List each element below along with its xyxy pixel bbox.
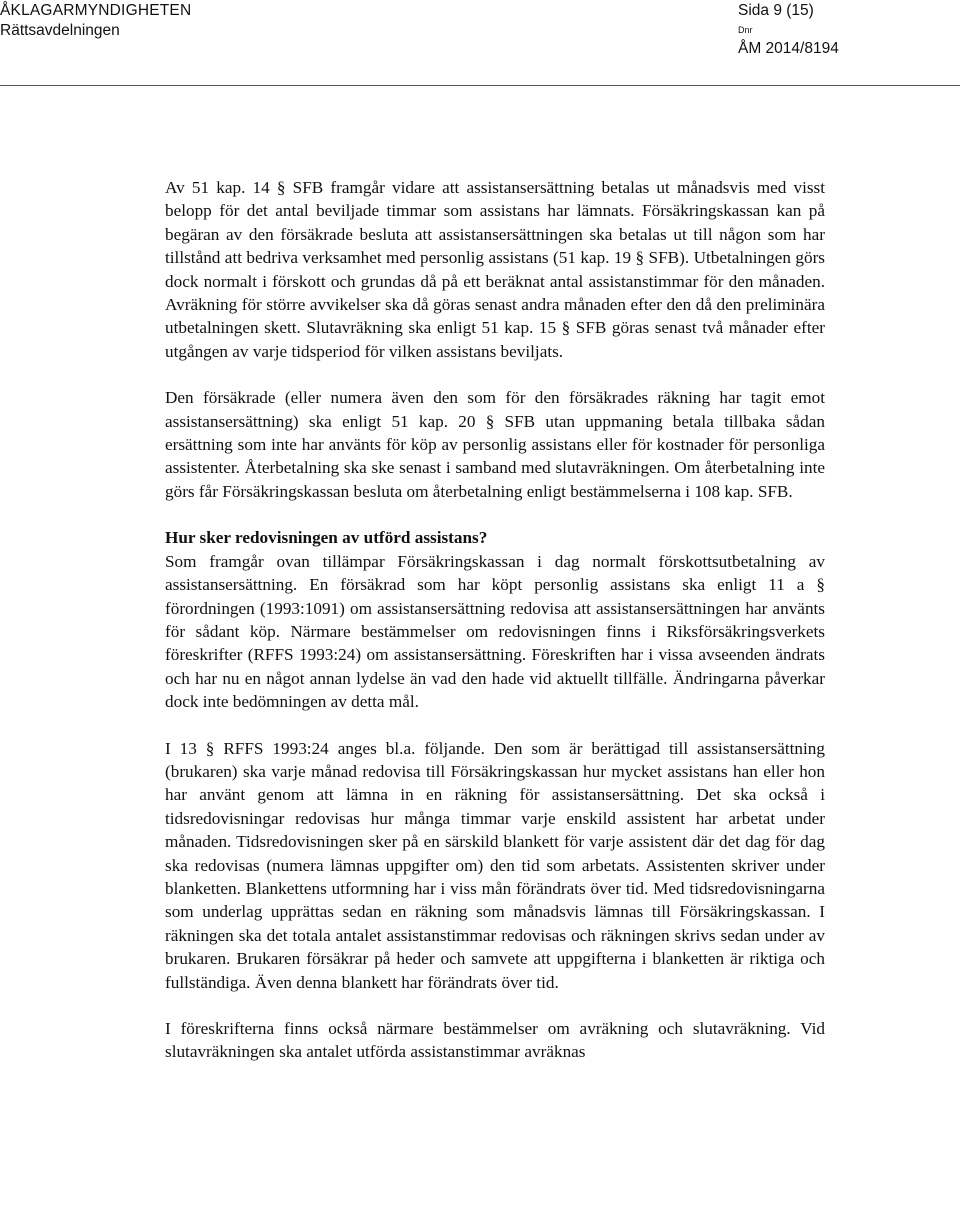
header-divider [0,85,960,86]
dnr-value: ÅM 2014/8194 [738,40,839,57]
paragraph-1: Av 51 kap. 14 § SFB framgår vidare att assistansersättning betalas ut månadsvis med visst belopp för det antal beviljade timmar som assistans har lämnats. Försäkringskassan kan på begäran av den försäkrade besluta att assistansersättningen ska betalas ut till någon som har tillstånd att bedriva verksamhet med personlig assistans (51 kap. 19 § SFB). Utbetalningen görs dock normalt i förskott och grundas då på ett beräknat antal assistanstimmar för den månaden. Avräkning för större avvikelser ska då göras senast andra månaden efter den då den preliminära utbetalningen skett. Slutavräkning ska enligt 51 kap. 15 § SFB göras senast två månader efter utgången av varje tidsperiod för vilken assistans beviljats. [165,178,825,361]
document-body [165,176,825,1064]
page-header [0,0,960,90]
section-heading: Hur sker redovisningen av utförd assistans? [165,528,488,548]
paragraph-3: Som framgår ovan tillämpar Försäkringskassan i dag normalt förskottsutbetalning av assistansersättning. En försäkrad som har köpt personlig assistans ska enligt 11 a § förordningen (1993:1091) om assistansersättning redovisa att assistansersättningen har använts för sådant köp. Närmare bestämmelser om redovisningen finns i Riksförsäkringsverkets föreskrifter (RFFS 1993:24) om assistansersättning. Föreskriften har i vissa avseenden ändrats och har nu en något annan lydelse än vad den hade vid aktuellt tillfälle. Ändringarna påverkar dock inte bedömningen av detta mål. [165,551,825,712]
organization-name: ÅKLAGARMYNDIGHETEN [0,2,192,19]
page-number: Sida 9 (15) [738,2,814,19]
department-name: Rättsavdelningen [0,22,120,39]
paragraph-2: Den försäkrade (eller numera även den som för den försäkrades räkning har tagit emot assistansersättning) ska enligt 51 kap. 20 § SFB utan uppmaning betala tillbaka sådan ersättning som inte har använts för köp av personlig assistans eller för kostnader för personliga assistenter. Återbetalning ska ske senast i samband med slutavräkningen. Om återbetalning inte görs får Försäkringskassan besluta om återbetalning enligt bestämmelserna i 108 kap. SFB. [165,388,825,501]
dnr-label: Dnr [738,25,753,35]
paragraph-5: I föreskrifterna finns också närmare bestämmelser om avräkning och slutavräkning. Vid slutavräkningen ska antalet utförda assistanstimmar avräknas [165,1019,825,1062]
paragraph-4: I 13 § RFFS 1993:24 anges bl.a. följande. Den som är berättigad till assistansersättning (brukaren) ska varje månad redovisa till Försäkringskassan hur mycket assistans han eller hon har använt genom att lämna in en räkning för assistansersättning. Det ska också i tidsredovisningar redovisas hur många timmar varje enskild assistent har arbetat under månaden. Tidsredovisningen sker på en särskild blankett för varje assistent där det dag för dag ska redovisas (numera lämnas uppgifter om) den tid som arbetats. Assistenten skriver under blanketten. Blankettens utformning har i viss mån förändrats över tid. Med tidsredovisningarna som underlag upprättas sedan en räkning som månadsvis lämnas till Försäkringskassan. I räkningen ska det totala antalet assistanstimmar redovisas och räkningen skrivs sedan under av brukaren. Brukaren försäkrar på heder och samvete att uppgifterna i blanketten är riktiga och fullständiga. Även denna blankett har förändrats över tid. [165,738,825,992]
